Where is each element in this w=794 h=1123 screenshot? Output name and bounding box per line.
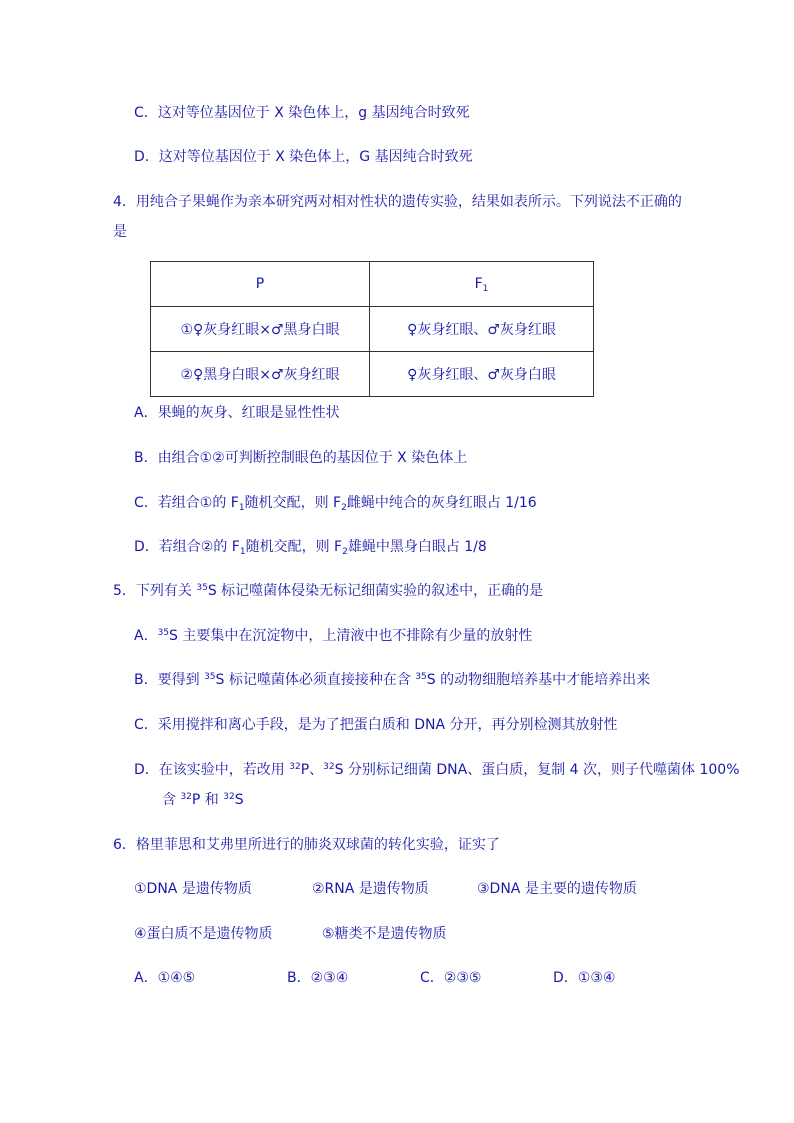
q6-statement-2: ②RNA 是遗传物质 (312, 881, 429, 897)
q5-option-d-continued: 含 $^{32}$P 和 $^{32}$S (162, 792, 244, 808)
q4-option-c: C．若组合①的 $F_1$随机交配，则 $F_2$雌蝇中纯合的灰身红眼占 1/16 (134, 495, 537, 513)
q6-choice-d: D．①③④ (553, 970, 616, 986)
q4-stem-line1: 4．用纯合子果蝇作为亲本研究两对相对性状的遗传实验，结果如表所示。下列说法不正确的 (113, 194, 682, 210)
q5-option-c: C．采用搅拌和离心手段，是为了把蛋白质和 DNA 分开，再分别检测其放射性 (134, 717, 618, 733)
table-header-p: P (151, 262, 370, 307)
table-row (151, 262, 594, 307)
q4-option-b: B．由组合①②可判断控制眼色的基因位于 X 染色体上 (134, 450, 468, 466)
q5-option-d: D．在该实验中，若改用 $^{32}$P、$^{32}$S 分别标记细菌 DNA、蛋白质，复制 4 次，则子代噬菌体 100% (134, 762, 740, 778)
q6-statement-3: ③DNA 是主要的遗传物质 (477, 881, 637, 897)
q5-option-b: B．要得到 $^{35}$S 标记噬菌体必须直接接种在含 $^{35}$S 的动物细胞培养基中才能培养出来 (134, 672, 651, 688)
q3-option-d: D．这对等位基因位于 X 染色体上，G 基因纯合时致死 (134, 149, 473, 165)
q6-choice-c: C．②③⑤ (420, 970, 482, 986)
table-row (151, 352, 594, 397)
q6-choice-b: B．②③④ (287, 970, 349, 986)
q4-stem-line2: 是 (113, 224, 127, 240)
q6-statement-4: ④蛋白质不是遗传物质 (134, 926, 273, 942)
q4-option-a: A．果蝇的灰身、红眼是显性性状 (134, 405, 340, 421)
q6-choice-a: A．①④⑤ (134, 970, 196, 986)
q3-option-c: C．这对等位基因位于 X 染色体上，g 基因纯合时致死 (134, 105, 470, 121)
q6-statement-1: ①DNA 是遗传物质 (134, 881, 252, 897)
q4-genetics-table (150, 261, 594, 397)
table-header-f1: $F_1$ (370, 262, 594, 307)
table-row (151, 307, 594, 352)
table-cell-row2-p: ②♀黑身白眼×♂灰身红眼 (151, 352, 370, 397)
table-cell-row2-f1: ♀灰身红眼、♂灰身白眼 (370, 352, 594, 397)
q6-statement-5: ⑤糖类不是遗传物质 (322, 926, 447, 942)
table-cell-row1-f1: ♀灰身红眼、♂灰身红眼 (370, 307, 594, 352)
table-cell-row1-p: ①♀灰身红眼×♂黑身白眼 (151, 307, 370, 352)
q5-stem: 5．下列有关 $^{35}$S 标记噬菌体侵染无标记细菌实验的叙述中，正确的是 (113, 583, 544, 599)
q6-stem: 6．格里菲思和艾弗里所进行的肺炎双球菌的转化实验，证实了 (113, 837, 500, 853)
q4-option-d: D．若组合②的 $F_1$随机交配，则 $F_2$雄蝇中黑身白眼占 1/8 (134, 539, 487, 557)
q5-option-a: A．$^{35}$S 主要集中在沉淀物中，上清液中也不排除有少量的放射性 (134, 628, 533, 644)
